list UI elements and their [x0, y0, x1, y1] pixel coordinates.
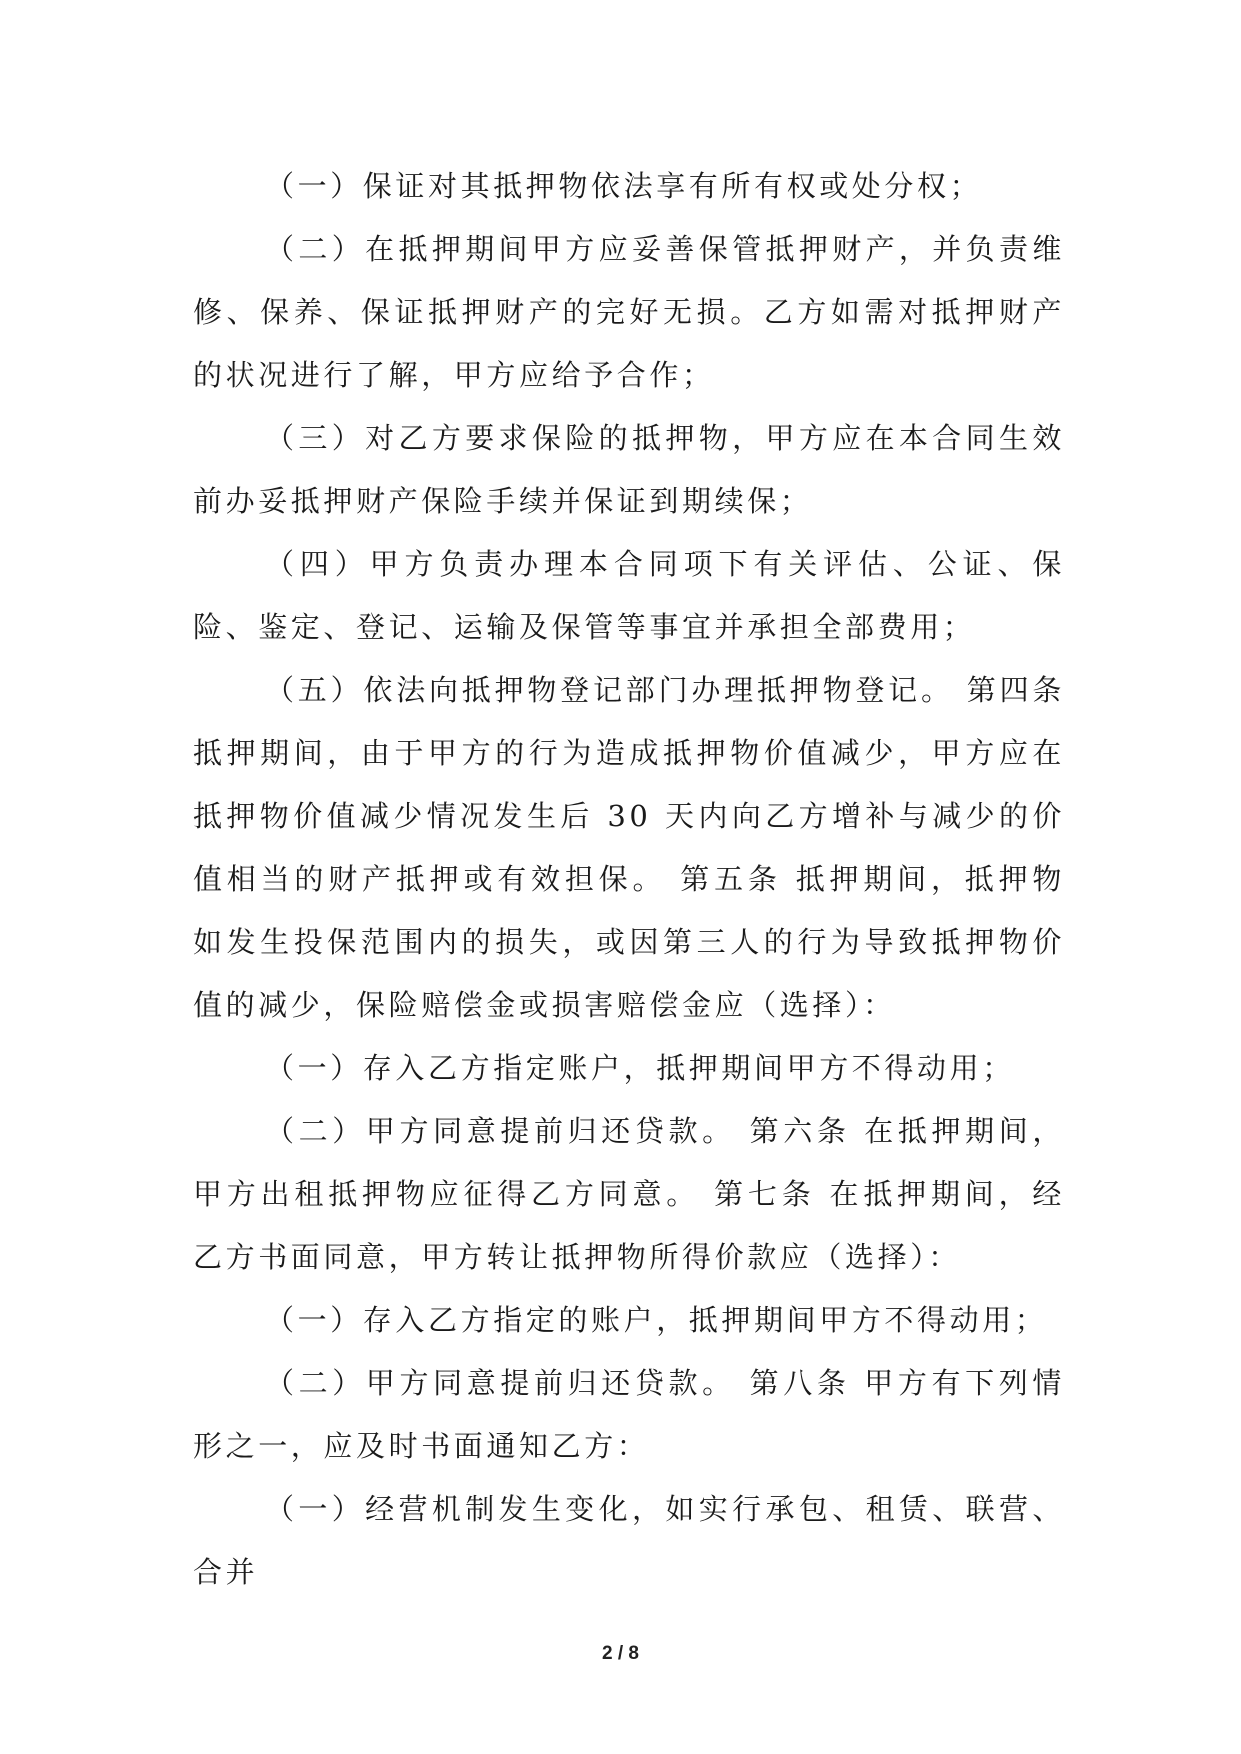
paragraph-option-1: （一）存入乙方指定账户，抵押期间甲方不得动用；: [265, 1051, 1015, 1085]
paragraph-clause-1-2: （二）在抵押期间甲方应妥善保管抵押财产，并负责维修、保养、保证抵押财产的完好无损。乙方如需对抵押财产的状况进行了解，甲方应给予合作；: [193, 232, 1065, 392]
paragraph-article-8: （二）甲方同意提前归还贷款。 第八条 甲方有下列情形之一，应及时书面通知乙方：: [193, 1366, 1065, 1463]
paragraph-clause-1-3: （三）对乙方要求保险的抵押物，甲方应在本合同生效前办妥抵押财产保险手续并保证到期续保；: [193, 421, 1065, 518]
document-body: [193, 155, 1078, 1604]
paragraph-option-1-account: （一）存入乙方指定的账户，抵押期间甲方不得动用；: [265, 1303, 1048, 1337]
paragraph-clause-1-4: （四）甲方负责办理本合同项下有关评估、公证、保险、鉴定、登记、运输及保管等事宜并承担全部费用；: [193, 547, 1065, 644]
page-number: 2 / 8: [602, 1643, 639, 1664]
paragraph-clause-1-1: （一）保证对其抵押物依法享有所有权或处分权；: [265, 169, 983, 203]
paragraph-articles-6-7: （二）甲方同意提前归还贷款。 第六条 在抵押期间，甲方出租抵押物应征得乙方同意。 第七条 在抵押期间，经乙方书面同意，甲方转让抵押物所得价款应（选择）：: [193, 1114, 1065, 1274]
paragraph-article-8-item-1: （一）经营机制发生变化，如实行承包、租赁、联营、合并: [193, 1492, 1065, 1589]
paragraph-articles-4-5: （五）依法向抵押物登记部门办理抵押物登记。 第四条 抵押期间，由于甲方的行为造成抵押物价值减少，甲方应在抵押物价值减少情况发生后 30 天内向乙方增补与减少的价值相当的财产抵押或有效担保。 第五条 抵押期间，抵押物如发生投保范围内的损失，或因第三人的行为导致抵押物价值的减少，保险赔偿金或损害赔偿金应（选择）：: [193, 673, 1078, 1022]
